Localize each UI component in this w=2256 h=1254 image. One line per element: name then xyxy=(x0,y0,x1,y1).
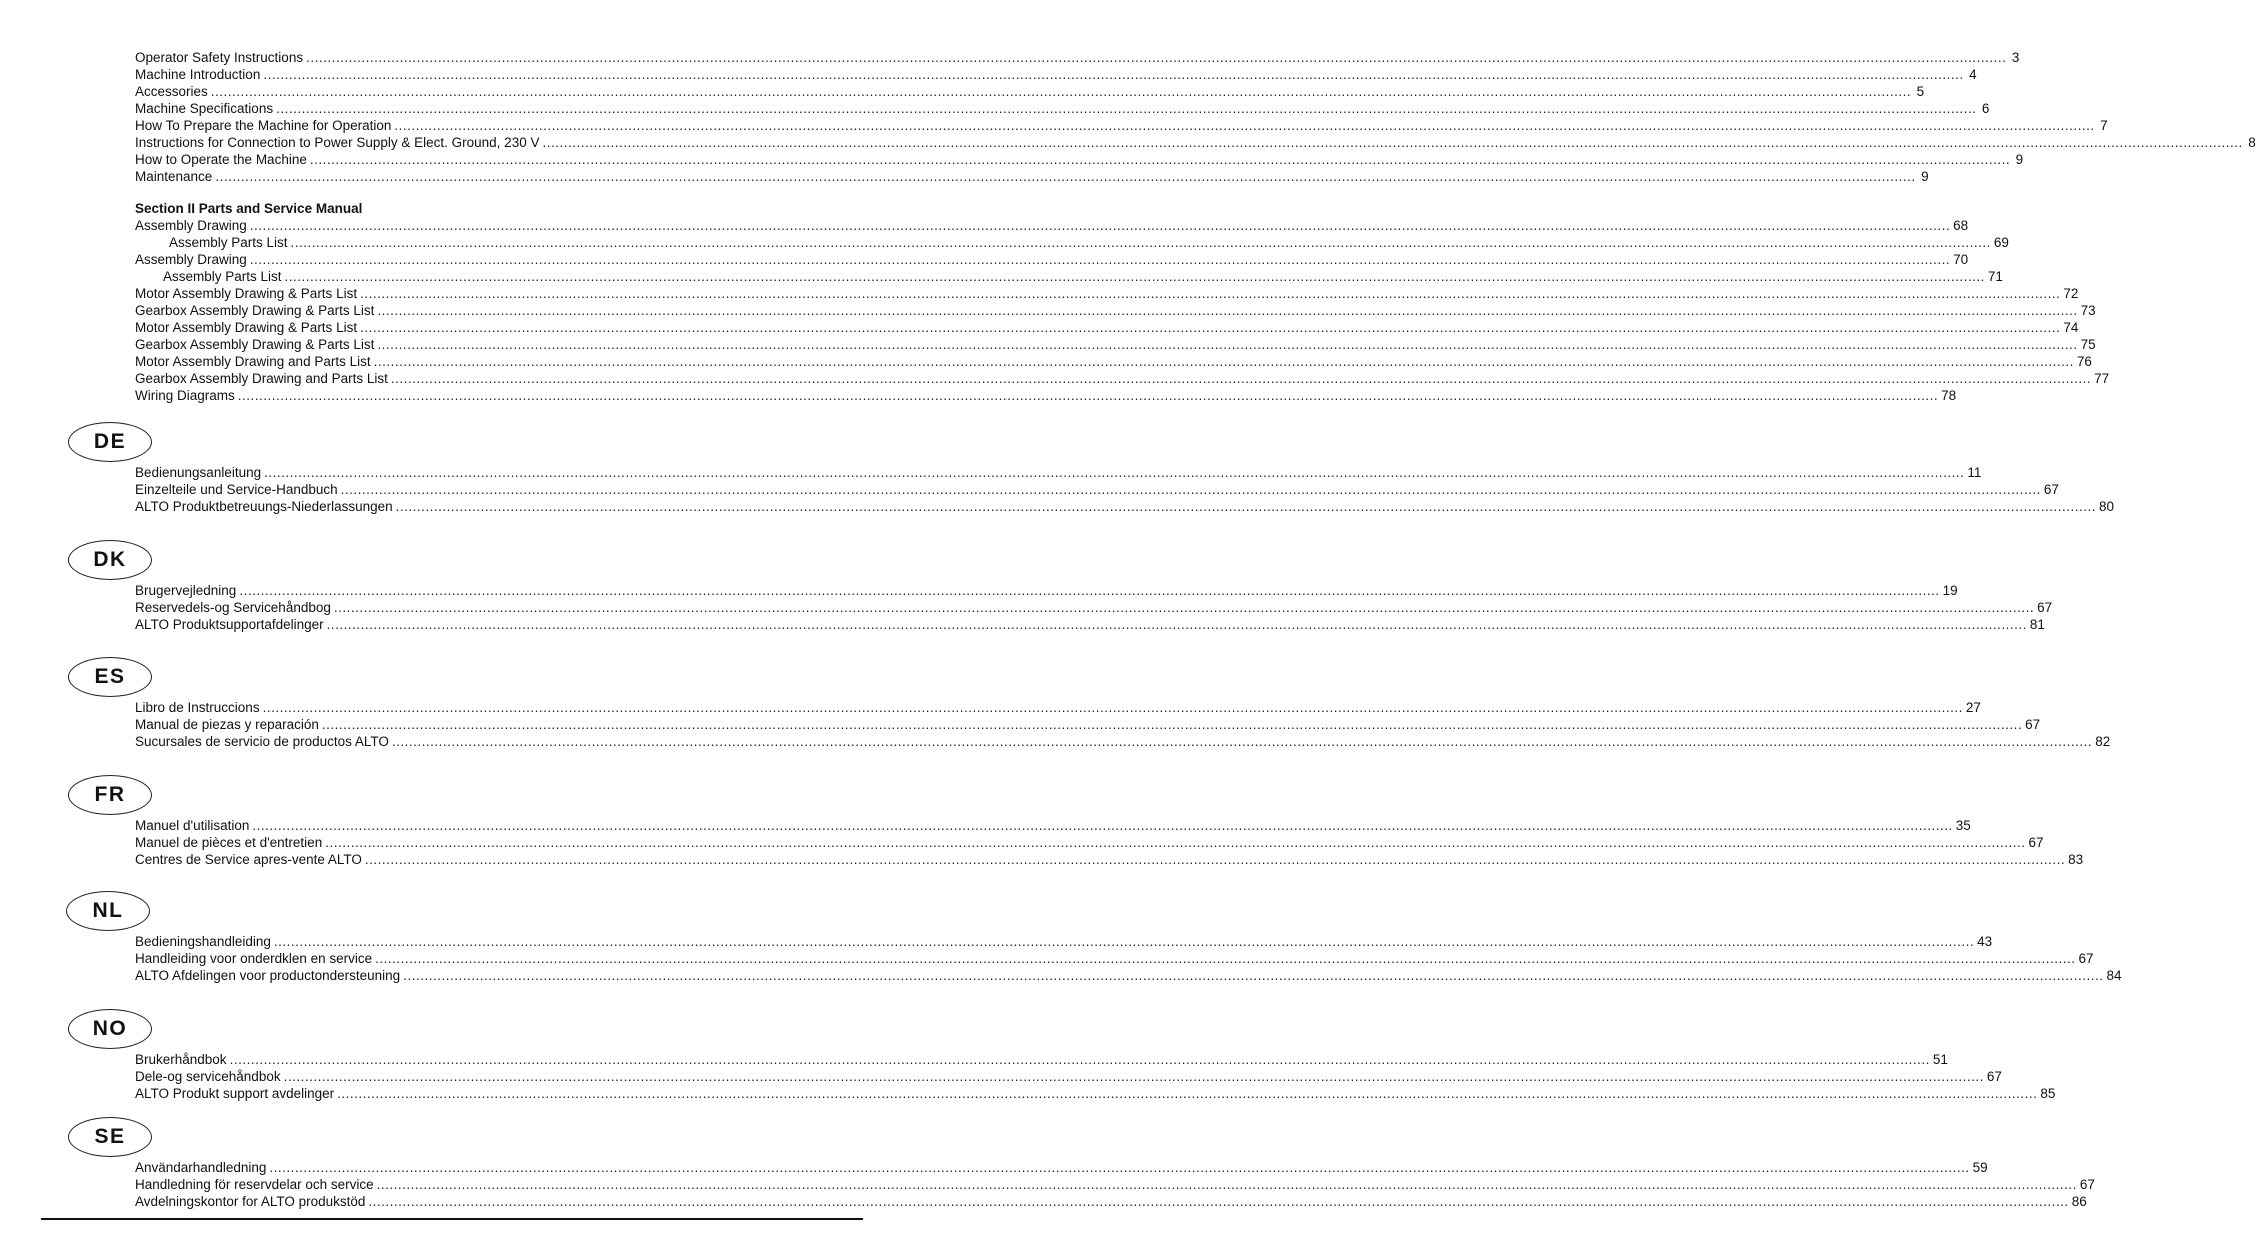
toc-entry-title: Accessories xyxy=(135,84,208,99)
toc-entry xyxy=(135,1193,2087,1210)
toc-dot-leader: ................................................................................................................................................................................................................................................................................................................................................................................................................ xyxy=(276,101,1977,116)
toc-entry-title: ALTO Produktbetreuungs-Niederlassungen xyxy=(135,499,393,514)
toc-entry-title: Operator Safety Instructions xyxy=(135,50,304,65)
toc-entry xyxy=(169,234,2009,251)
toc-entry xyxy=(135,834,2044,851)
toc-entry xyxy=(135,967,2122,984)
toc-entry xyxy=(135,933,1993,950)
toc-page-number: 86 xyxy=(2071,1194,2087,1209)
toc-page-number: 71 xyxy=(1987,269,2003,284)
toc-entry-title: Bedienungsanleitung xyxy=(135,465,262,480)
toc-page-number: 82 xyxy=(2095,734,2111,749)
toc-entry xyxy=(135,117,2108,134)
toc-dot-leader: ................................................................................................................................................................................................................................................................................................................................................................................................................ xyxy=(210,84,1912,99)
toc-dot-leader: ................................................................................................................................................................................................................................................................................................................................................................................................................ xyxy=(377,337,2078,352)
toc-entry xyxy=(135,66,1977,83)
toc-dot-leader: ................................................................................................................................................................................................................................................................................................................................................................................................................ xyxy=(360,320,2061,335)
toc-page-number: 67 xyxy=(2025,717,2041,732)
language-badge-dk: DK xyxy=(68,540,152,580)
toc-page-number: 19 xyxy=(1942,583,1958,598)
toc-dot-leader: ................................................................................................................................................................................................................................................................................................................................................................................................................ xyxy=(249,218,1951,233)
toc-dot-leader: ................................................................................................................................................................................................................................................................................................................................................................................................................ xyxy=(284,269,1985,284)
toc-entry xyxy=(135,251,1969,268)
toc-dot-leader: ................................................................................................................................................................................................................................................................................................................................................................................................................ xyxy=(390,371,2092,386)
language-badge-fr: FR xyxy=(68,775,152,815)
toc-entry xyxy=(135,134,2256,151)
toc-dot-leader: ................................................................................................................................................................................................................................................................................................................................................................................................................ xyxy=(306,50,2007,65)
toc-dot-leader: ................................................................................................................................................................................................................................................................................................................................................................................................................ xyxy=(394,118,2095,133)
toc-page-number: 80 xyxy=(2098,499,2114,514)
toc-entry-title: Manual de piezas y reparación xyxy=(135,717,319,732)
toc-dot-leader: ................................................................................................................................................................................................................................................................................................................................................................................................................ xyxy=(340,482,2041,497)
parts-section-heading: Section II Parts and Service Manual xyxy=(135,201,363,216)
toc-entry-title: Instructions for Connection to Power Supply & Elect. Ground, 230 V xyxy=(135,135,540,150)
toc-entry xyxy=(135,285,2079,302)
toc-entry xyxy=(135,851,2084,868)
language-badge-nl: NL xyxy=(66,891,150,931)
toc-dot-leader: ................................................................................................................................................................................................................................................................................................................................................................................................................ xyxy=(239,583,1940,598)
toc-dot-leader: ................................................................................................................................................................................................................................................................................................................................................................................................................ xyxy=(364,852,2066,867)
toc-page-number: 51 xyxy=(1932,1052,1948,1067)
toc-entry xyxy=(135,100,1990,117)
toc-page-number: 81 xyxy=(2029,617,2045,632)
toc-entry xyxy=(135,336,2096,353)
toc-entry-title: Motor Assembly Drawing and Parts List xyxy=(135,354,371,369)
toc-entry xyxy=(135,950,2094,967)
toc-entry-title: Dele-og servicehåndbok xyxy=(135,1069,281,1084)
toc-entry-title: Sucursales de servicio de productos ALTO xyxy=(135,734,389,749)
toc-page-number: 67 xyxy=(2043,482,2059,497)
bottom-divider xyxy=(41,1218,863,1220)
toc-page-number: 27 xyxy=(1965,700,1981,715)
toc-entry xyxy=(135,353,2092,370)
toc-entry xyxy=(135,716,2041,733)
toc-dot-leader: ................................................................................................................................................................................................................................................................................................................................................................................................................ xyxy=(283,1069,1984,1084)
toc-dot-leader: ................................................................................................................................................................................................................................................................................................................................................................................................................ xyxy=(237,388,1939,403)
toc-page-number: 6 xyxy=(1981,101,1990,116)
toc-entry-title: Avdelningskontor for ALTO produkstöd xyxy=(135,1194,366,1209)
toc-dot-leader: ................................................................................................................................................................................................................................................................................................................................................................................................................ xyxy=(373,354,2074,369)
toc-dot-leader: ................................................................................................................................................................................................................................................................................................................................................................................................................ xyxy=(229,1052,1930,1067)
language-badge-no: NO xyxy=(68,1009,152,1049)
toc-entry-title: Manuel d'utilisation xyxy=(135,818,250,833)
toc-dot-leader: ................................................................................................................................................................................................................................................................................................................................................................................................................ xyxy=(542,135,2243,150)
toc-entry-title: Bedieningshandleiding xyxy=(135,934,271,949)
toc-entry xyxy=(135,319,2079,336)
toc-entry-title: Brukerhåndbok xyxy=(135,1052,227,1067)
toc-entry xyxy=(135,464,1982,481)
toc-dot-leader: ................................................................................................................................................................................................................................................................................................................................................................................................................ xyxy=(290,235,1991,250)
toc-entry-title: Manuel de pièces et d'entretien xyxy=(135,835,323,850)
toc-entry xyxy=(163,268,2003,285)
toc-page-number: 84 xyxy=(2106,968,2122,983)
toc-dot-leader: ................................................................................................................................................................................................................................................................................................................................................................................................................ xyxy=(326,617,2027,632)
toc-page-number: 4 xyxy=(1969,67,1977,82)
toc-entry-title: Libro de Instruccions xyxy=(135,700,260,715)
toc-dot-leader: ................................................................................................................................................................................................................................................................................................................................................................................................................ xyxy=(333,600,2035,615)
toc-dot-leader: ................................................................................................................................................................................................................................................................................................................................................................................................................ xyxy=(376,1177,2077,1192)
toc-entry-title: Gearbox Assembly Drawing & Parts List xyxy=(135,337,375,352)
toc-entry xyxy=(135,83,1925,100)
toc-page-number: 75 xyxy=(2080,337,2096,352)
toc-dot-leader: ................................................................................................................................................................................................................................................................................................................................................................................................................ xyxy=(262,700,1963,715)
toc-entry-title: Handleiding voor onderdklen en service xyxy=(135,951,373,966)
toc-entry xyxy=(135,302,2096,319)
toc-page-number: 43 xyxy=(1977,934,1993,949)
toc-entry xyxy=(135,1176,2095,1193)
toc-entry-title: How To Prepare the Machine for Operation xyxy=(135,118,392,133)
toc-dot-leader: ................................................................................................................................................................................................................................................................................................................................................................................................................ xyxy=(377,303,2078,318)
language-badge-se: SE xyxy=(68,1117,152,1157)
toc-page-number: 67 xyxy=(2028,835,2044,850)
toc-entry-title: Motor Assembly Drawing & Parts List xyxy=(135,320,358,335)
toc-page-number: 77 xyxy=(2094,371,2110,386)
toc-entry xyxy=(135,599,2053,616)
toc-dot-leader: ................................................................................................................................................................................................................................................................................................................................................................................................................ xyxy=(403,968,2104,983)
toc-entry xyxy=(135,817,1971,834)
toc-entry xyxy=(135,733,2111,750)
language-badge-de: DE xyxy=(68,422,152,462)
toc-dot-leader: ................................................................................................................................................................................................................................................................................................................................................................................................................ xyxy=(263,67,1964,82)
toc-dot-leader: ................................................................................................................................................................................................................................................................................................................................................................................................................ xyxy=(252,818,1953,833)
toc-entry xyxy=(135,1159,1988,1176)
toc-dot-leader: ................................................................................................................................................................................................................................................................................................................................................................................................................ xyxy=(325,835,2026,850)
toc-page-number: 3 xyxy=(2011,50,2020,65)
toc-dot-leader: ................................................................................................................................................................................................................................................................................................................................................................................................................ xyxy=(264,465,1965,480)
toc-entry xyxy=(135,168,1929,185)
toc-page-number: 68 xyxy=(1953,218,1969,233)
toc-page-number: 70 xyxy=(1953,252,1969,267)
toc-dot-leader: ................................................................................................................................................................................................................................................................................................................................................................................................................ xyxy=(309,152,2011,167)
toc-dot-leader: ................................................................................................................................................................................................................................................................................................................................................................................................................ xyxy=(375,951,2076,966)
toc-dot-leader: ................................................................................................................................................................................................................................................................................................................................................................................................................ xyxy=(269,1160,1970,1175)
toc-page-number: 8 xyxy=(2248,135,2256,150)
toc-entry-title: How to Operate the Machine xyxy=(135,152,307,167)
toc-dot-leader: ................................................................................................................................................................................................................................................................................................................................................................................................................ xyxy=(321,717,2023,732)
toc-page-number: 59 xyxy=(1972,1160,1988,1175)
toc-entry-title: Handledning för reservdelar och service xyxy=(135,1177,374,1192)
toc-entry xyxy=(135,151,2024,168)
toc-dot-leader: ................................................................................................................................................................................................................................................................................................................................................................................................................ xyxy=(391,734,2093,749)
toc-dot-leader: ................................................................................................................................................................................................................................................................................................................................................................................................................ xyxy=(249,252,1951,267)
language-badge-es: ES xyxy=(68,657,152,697)
toc-entry xyxy=(135,217,1969,234)
toc-entry xyxy=(135,387,1957,404)
toc-page-number: 78 xyxy=(1941,388,1957,403)
toc-entry-title: Reservedels-og Servicehåndbog xyxy=(135,600,331,615)
toc-dot-leader: ................................................................................................................................................................................................................................................................................................................................................................................................................ xyxy=(368,1194,2069,1209)
toc-page-number: 35 xyxy=(1955,818,1971,833)
toc-entry xyxy=(135,481,2059,498)
toc-page-number: 7 xyxy=(2100,118,2108,133)
toc-page-number: 85 xyxy=(2040,1086,2056,1101)
toc-entry-title: Assembly Parts List xyxy=(169,235,288,250)
toc-entry-title: Assembly Drawing xyxy=(135,218,247,233)
toc-dot-leader: ................................................................................................................................................................................................................................................................................................................................................................................................................ xyxy=(273,934,1975,949)
toc-entry-title: Centres de Service apres-vente ALTO xyxy=(135,852,362,867)
toc-dot-leader: ................................................................................................................................................................................................................................................................................................................................................................................................................ xyxy=(215,169,1916,184)
toc-page-number: 67 xyxy=(2079,1177,2095,1192)
toc-entry-title: Motor Assembly Drawing & Parts List xyxy=(135,286,358,301)
toc-entry-title: Användarhandledning xyxy=(135,1160,267,1175)
toc-entry xyxy=(135,1068,2002,1085)
toc-entry-title: Gearbox Assembly Drawing & Parts List xyxy=(135,303,375,318)
toc-page-number: 9 xyxy=(2015,152,2024,167)
toc-entry-title: Machine Introduction xyxy=(135,67,261,82)
toc-entry-title: Gearbox Assembly Drawing and Parts List xyxy=(135,371,388,386)
toc-entry xyxy=(135,582,1958,599)
toc-entry-title: ALTO Produktsupportafdelinger xyxy=(135,617,324,632)
toc-entry xyxy=(135,1051,1948,1068)
toc-page-number: 72 xyxy=(2063,286,2079,301)
toc-entry-title: ALTO Afdelingen voor productondersteuning xyxy=(135,968,401,983)
toc-page-number: 5 xyxy=(1916,84,1925,99)
toc-entry-title: Machine Specifications xyxy=(135,101,274,116)
toc-page-number: 9 xyxy=(1921,169,1929,184)
toc-page-number: 11 xyxy=(1967,465,1982,480)
toc-entry-title: Maintenance xyxy=(135,169,213,184)
toc-dot-leader: ................................................................................................................................................................................................................................................................................................................................................................................................................ xyxy=(360,286,2061,301)
toc-entry xyxy=(135,616,2045,633)
toc-entry-title: Wiring Diagrams xyxy=(135,388,235,403)
toc-page-number: 67 xyxy=(2037,600,2053,615)
toc-page-number: 74 xyxy=(2063,320,2079,335)
toc-page-number: 67 xyxy=(1986,1069,2002,1084)
toc-entry xyxy=(135,498,2114,515)
toc-dot-leader: ................................................................................................................................................................................................................................................................................................................................................................................................................ xyxy=(395,499,2096,514)
toc-page-number: 83 xyxy=(2068,852,2084,867)
toc-entry xyxy=(135,370,2110,387)
toc-entry-title: Brugervejledning xyxy=(135,583,237,598)
toc-entry-title: Assembly Drawing xyxy=(135,252,247,267)
toc-page-number: 76 xyxy=(2076,354,2092,369)
toc-page-number: 69 xyxy=(1993,235,2009,250)
toc-page-number: 67 xyxy=(2078,951,2094,966)
toc-entry xyxy=(135,699,1981,716)
toc-dot-leader: ................................................................................................................................................................................................................................................................................................................................................................................................................ xyxy=(337,1086,2038,1101)
toc-entry-title: ALTO Produkt support avdelinger xyxy=(135,1086,335,1101)
toc-entry xyxy=(135,1085,2056,1102)
toc-entry-title: Einzelteile und Service-Handbuch xyxy=(135,482,338,497)
toc-entry-title: Assembly Parts List xyxy=(163,269,282,284)
toc-entry xyxy=(135,49,2020,66)
toc-page-number: 73 xyxy=(2080,303,2096,318)
